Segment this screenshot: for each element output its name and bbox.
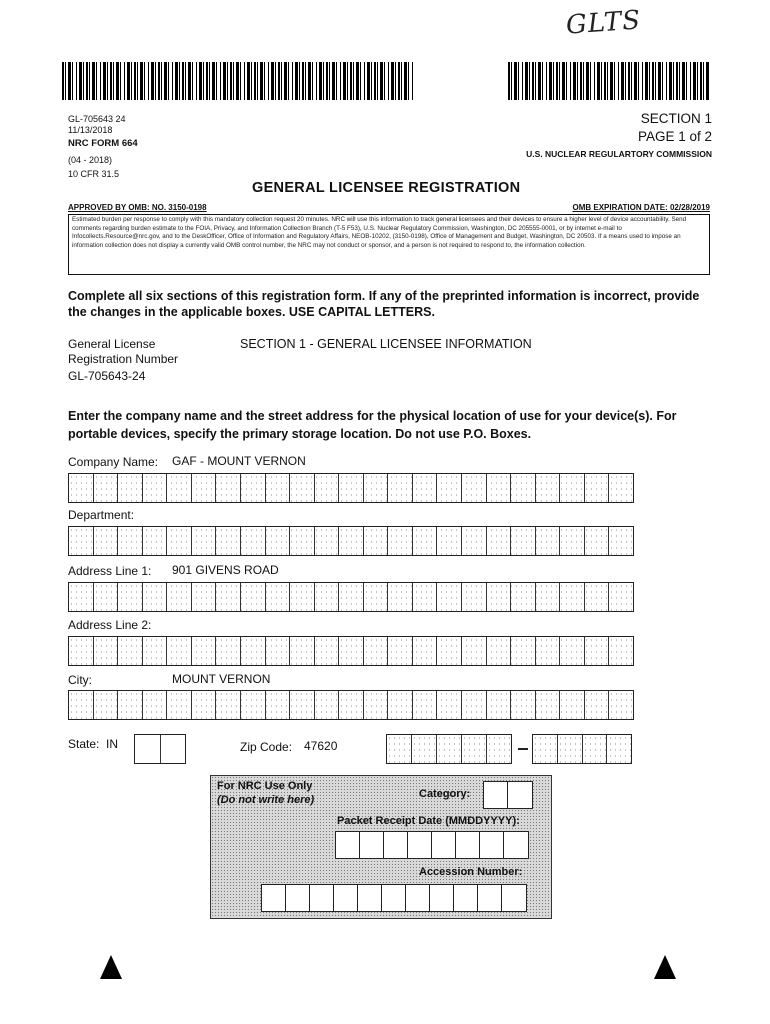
address-line2-field[interactable] <box>68 636 634 666</box>
section-heading: SECTION 1 - GENERAL LICENSEE INFORMATION <box>240 337 532 351</box>
zip-value: 47620 <box>304 739 338 753</box>
registration-mark-right <box>654 955 676 979</box>
zip-plus4-field[interactable] <box>532 734 632 764</box>
form-date: 11/13/2018 <box>68 125 113 135</box>
barcode-left <box>62 62 414 100</box>
omb-expiration: OMB EXPIRATION DATE: 02/28/2019 <box>572 203 710 212</box>
omb-approval: APPROVED BY OMB: NO. 3150-0198 <box>68 203 207 212</box>
nrc-do-not-write-label: (Do not write here) <box>217 794 315 806</box>
company-name-label: Company Name: <box>68 455 159 469</box>
omb-row <box>68 203 710 212</box>
city-field[interactable] <box>68 690 634 720</box>
address-line2-label: Address Line 2: <box>68 618 152 632</box>
state-field[interactable] <box>134 734 186 764</box>
registration-mark-left <box>100 955 122 979</box>
zip-dash <box>518 748 528 750</box>
address-line1-value: 901 GIVENS ROAD <box>172 563 279 577</box>
burden-statement: Estimated burden per response to comply with this mandatory collection request 20 minutes. NRC will use this information to track general licensees and their devices to ensure a higher level of device accountability. Send comments regarding burden estimate to the FOIA, Privacy, and Information Collection Branch (T-5 F53), U.S. Nuclear Regulatory Commission, Washington, DC 205555-0001, or by internet e-mail to Infocollects.Resource@nrc.gov, and to the DeskOfficer, Office of Information and Regulatory Affairs, NEOB-10202, (3150-0198), Office of Management and Budget, Washington, DC 20503. If a means used to impose an information collection does not display a currently valid OMB control number, the NRC may not conduct or sponsor, and a person is not required to respond to, the information collection. <box>68 214 710 275</box>
handwritten-note: GLTS <box>565 5 643 41</box>
license-label-line2: Registration Number <box>68 352 179 366</box>
address-instructions: Enter the company name and the street address for the physical location of use for your device(s). For portable devices, specify the primary storage location. Do not use P.O. Boxes. <box>68 409 677 441</box>
company-name-value: GAF - MOUNT VERNON <box>172 454 306 468</box>
zip-label: Zip Code: <box>240 740 293 754</box>
nrc-use-only-label: For NRC Use Only <box>217 780 313 792</box>
accession-number-field[interactable] <box>261 884 527 912</box>
company-name-field[interactable] <box>68 473 634 503</box>
city-label: City: <box>68 673 92 687</box>
accession-number-label: Accession Number: <box>419 866 523 878</box>
state-label: State: <box>68 737 100 751</box>
packet-receipt-date-field[interactable] <box>335 831 529 859</box>
barcode-right <box>508 62 710 100</box>
category-label: Category: <box>419 788 471 800</box>
category-field[interactable] <box>483 781 533 809</box>
address-line1-label: Address Line 1: <box>68 564 152 578</box>
form-title: GENERAL LICENSEE REGISTRATION <box>252 180 521 196</box>
form-name: NRC FORM 664 <box>68 138 138 149</box>
packet-receipt-date-label: Packet Receipt Date (MMDDYYYY): <box>337 815 520 827</box>
page-label: PAGE 1 of 2 <box>637 129 712 144</box>
agency-name: U.S. NUCLEAR REGULARTORY COMMISSION <box>526 149 712 159</box>
completion-instructions: Complete all six sections of this registration form. If any of the preprinted information is incorrect, provide the changes in the applicable boxes. USE CAPITAL LETTERS. <box>68 289 700 319</box>
department-field[interactable] <box>68 526 634 556</box>
gl-number: GL-705643 24 <box>68 114 126 124</box>
cfr-reference: 10 CFR 31.5 <box>68 169 120 179</box>
department-label: Department: <box>68 508 135 522</box>
license-label-line1: General License <box>68 337 156 351</box>
form-revision: (04 - 2018) <box>68 155 113 165</box>
zip-field[interactable] <box>386 734 512 764</box>
nrc-use-only-box <box>210 775 552 919</box>
city-value: MOUNT VERNON <box>172 672 271 686</box>
state-value: IN <box>106 737 118 751</box>
license-number: GL-705643-24 <box>68 369 146 383</box>
address-line1-field[interactable] <box>68 582 634 612</box>
section-label: SECTION 1 <box>640 111 712 126</box>
